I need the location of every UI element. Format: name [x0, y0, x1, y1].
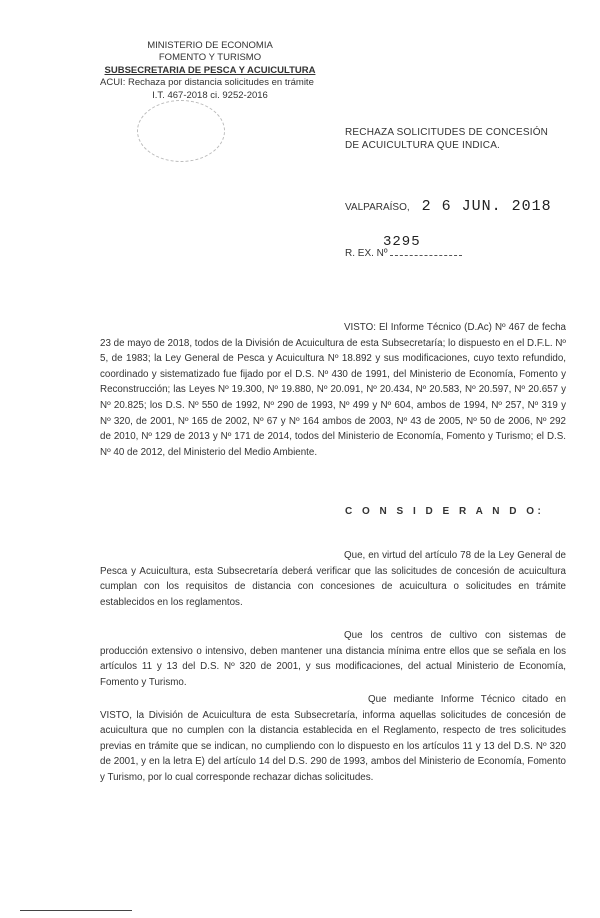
undersecretariat-name: SUBSECRETARIA DE PESCA Y ACUICULTURA [104, 64, 316, 76]
footnote-divider [20, 910, 132, 911]
city-label: VALPARAÍSO, [345, 202, 410, 213]
resolution-number-value: 3295 [383, 234, 421, 250]
official-seal-stamp [137, 100, 225, 162]
stamped-date: 2 6 JUN. 2018 [421, 198, 552, 215]
ministry-subtitle: FOMENTO Y TURISMO [158, 52, 262, 64]
considerando-heading: C O N S I D E R A N D O: [345, 506, 545, 517]
resolution-number-line [390, 255, 462, 256]
resolution-number [345, 234, 462, 259]
visto-paragraph: VISTO: El Informe Técnico (D.Ac) Nº 467 de fecha 23 de mayo de 2018, todos de la División de Acuicultura de esta Subsecretaría; lo dispuesto en el D.F.L. Nº 5, de 1983; la Ley General de Pesca y Acuicultura Nº 18.892 y sus modificaciones, cuyo texto refundido, coordinado y sistematizado fue fijado por el D.S. Nº 430 de 1991, del Ministerio de Economía, Fomento y Reconstrucción; las Leyes Nº 19.300, Nº 19.880, Nº 20.091, Nº 20.434, Nº 20.583, Nº 20.597, Nº 20.657 y Nº 20.825; los D.S. Nº 550 de 1992, Nº 290 de 1993, Nº 499 y Nº 604, ambos de 1994, Nº 257, Nº 319 y Nº 320, de 2001, Nº 165 de 2002, Nº 67 y Nº 164 ambos de 2003, Nº 43 de 2005, Nº 50 de 2006, Nº 292 de 2010, Nº 129 de 2013 y Nº 171 de 2014, todos del Ministerio de Economía, Fomento y Turismo; el D.S. Nº 40 de 2012, del Ministerio del Medio Ambiente. [100, 322, 566, 458]
ministry-name: MINISTERIO DE ECONOMIA [147, 40, 273, 51]
considerando-paragraph-3: Que mediante Informe Técnico citado en VISTO, la División de Acuicultura de esta Subsecretaría, informa aquellas solicitudes de concesión de acuicultura que no cumplen con la distancia establecida en el Reglamento, respecto de tres solicitudes previas en trámite que se indican, no cumpliendo con lo dispuesto en los artículos 11 y 13 del D.S. Nº 320 de 2001, y en la letra E) del artículo 14 del D.S. 290 de 1993, ambos del Ministerio de Economía, Fomento y Turismo, por lo cual corresponde rechazar dichas solicitudes. [100, 694, 566, 783]
letterhead [100, 40, 320, 102]
considerando-paragraph-2: Que los centros de cultivo con sistemas de producción extensivo o intensivo, deben mantener una distancia mínima entre ellos que se señala en los artículos 11 y 13 del D.S. Nº 320 de 2001, y sus modificaciones, del actual Ministerio de Economía, Fomento y Turismo. [100, 630, 566, 688]
reference-line: ACUI: Rechaza por distancia solicitudes en trámite [100, 77, 314, 89]
document-subject: RECHAZA SOLICITUDES DE CONCESIÓN DE ACUICULTURA QUE INDICA. [345, 127, 549, 151]
considerando-paragraph-1: Que, en virtud del artículo 78 de la Ley General de Pesca y Acuicultura, esta Subsecretaría deberá verificar que las solicitudes de concesión de acuicultura cumplan con los requisitos de distancia con concesiones de acuicultura o solicitudes en trámite establecidos en los reglamentos. [100, 550, 566, 608]
resolution-prefix: R. EX. Nº [345, 248, 388, 259]
file-reference: I.T. 467-2018 ci. 9252-2016 [152, 89, 268, 101]
place-and-date [345, 198, 552, 215]
